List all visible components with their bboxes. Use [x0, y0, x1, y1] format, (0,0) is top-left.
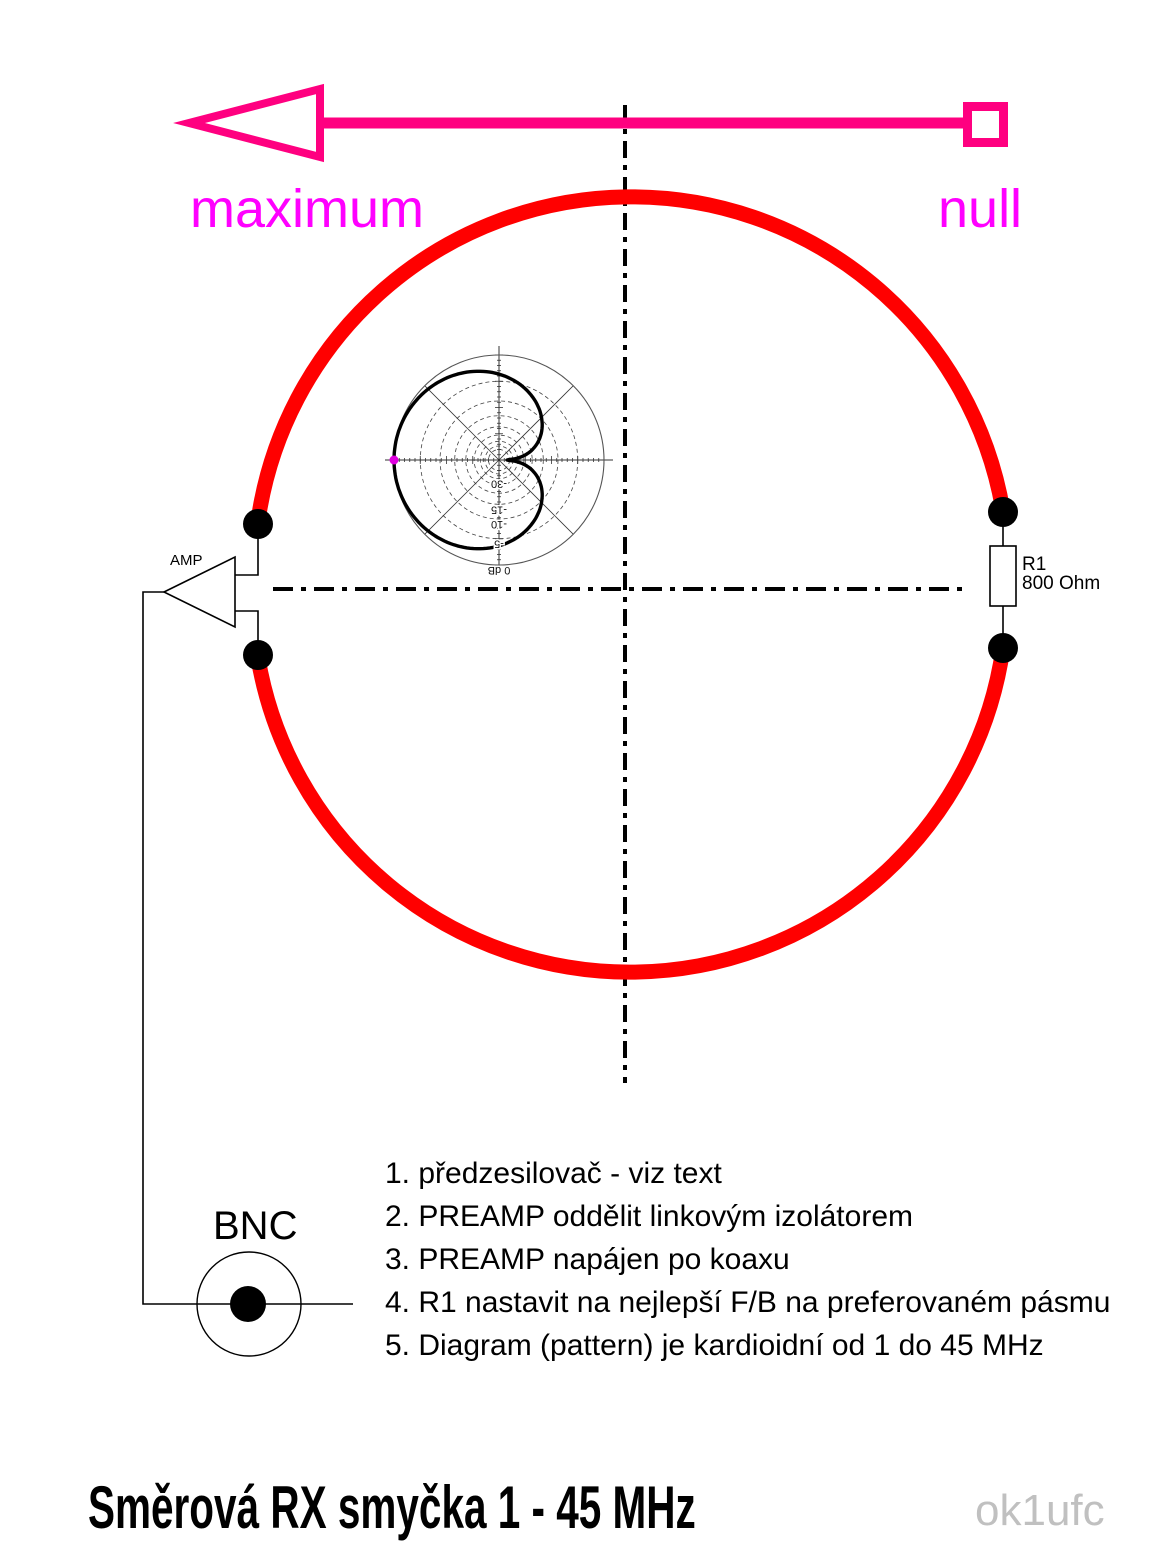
- loop-feed-dot: [988, 633, 1018, 663]
- resistor-symbol-icon: [990, 546, 1016, 606]
- pattern-max-dot-icon: [390, 456, 399, 465]
- arrow-head-icon: [189, 89, 320, 157]
- label-maximum: maximum: [190, 179, 425, 239]
- polar-axis-label: -15: [491, 503, 507, 516]
- credit-label: ok1ufc: [975, 1486, 1105, 1535]
- list-item: 1. předzesilovač - viz text: [385, 1157, 722, 1190]
- loop-feed-dot: [243, 640, 273, 670]
- resistor-ref: R1: [1022, 554, 1047, 575]
- polar-axis-label: -10: [491, 518, 507, 531]
- antenna-loop: [258, 197, 1003, 972]
- polar-spoke: [499, 460, 573, 534]
- polar-spoke: [425, 386, 499, 460]
- loop-feed-dot: [988, 497, 1018, 527]
- polar-spoke: [425, 460, 499, 534]
- list-item: 4. R1 nastavit na nejlepší F/B na preferovaném pásmu: [385, 1286, 1111, 1319]
- bnc-label: BNC: [213, 1204, 298, 1248]
- polar-pattern-chart: [385, 346, 613, 576]
- resistor-value: 800 Ohm: [1022, 573, 1101, 594]
- loop-bottom-arc: [258, 648, 1003, 972]
- list-item: 5. Diagram (pattern) je kardioidní od 1 do 45 MHz: [385, 1329, 1044, 1362]
- list-item: 3. PREAMP napájen po koaxu: [385, 1243, 790, 1276]
- polar-axis-label: -5: [494, 537, 504, 550]
- direction-arrow: [189, 89, 1004, 157]
- notes-list: [385, 1152, 1110, 1367]
- bnc-center-pin-icon: [230, 1286, 266, 1322]
- polar-axis-label: -30: [491, 477, 507, 490]
- loop-top-arc: [258, 197, 1003, 521]
- list-item: 2. PREAMP oddělit linkovým izolátorem: [385, 1200, 913, 1233]
- amp-label: AMP: [170, 552, 203, 569]
- polar-axis-label: 0 dB: [487, 564, 511, 576]
- coax-wire: [143, 592, 353, 1304]
- polar-spoke: [499, 386, 573, 460]
- amp-input-wire-bottom: [235, 611, 258, 645]
- label-null: null: [938, 179, 1023, 239]
- footer-title: Směrová RX smyčka 1 - 45 MHz: [88, 1474, 696, 1541]
- arrow-tail-square-icon: [968, 107, 1004, 143]
- amp-input-wire-top: [235, 536, 258, 575]
- resistor-branch: [990, 524, 1016, 637]
- resistor-label: [1022, 555, 1100, 593]
- loop-feed-dot: [243, 509, 273, 539]
